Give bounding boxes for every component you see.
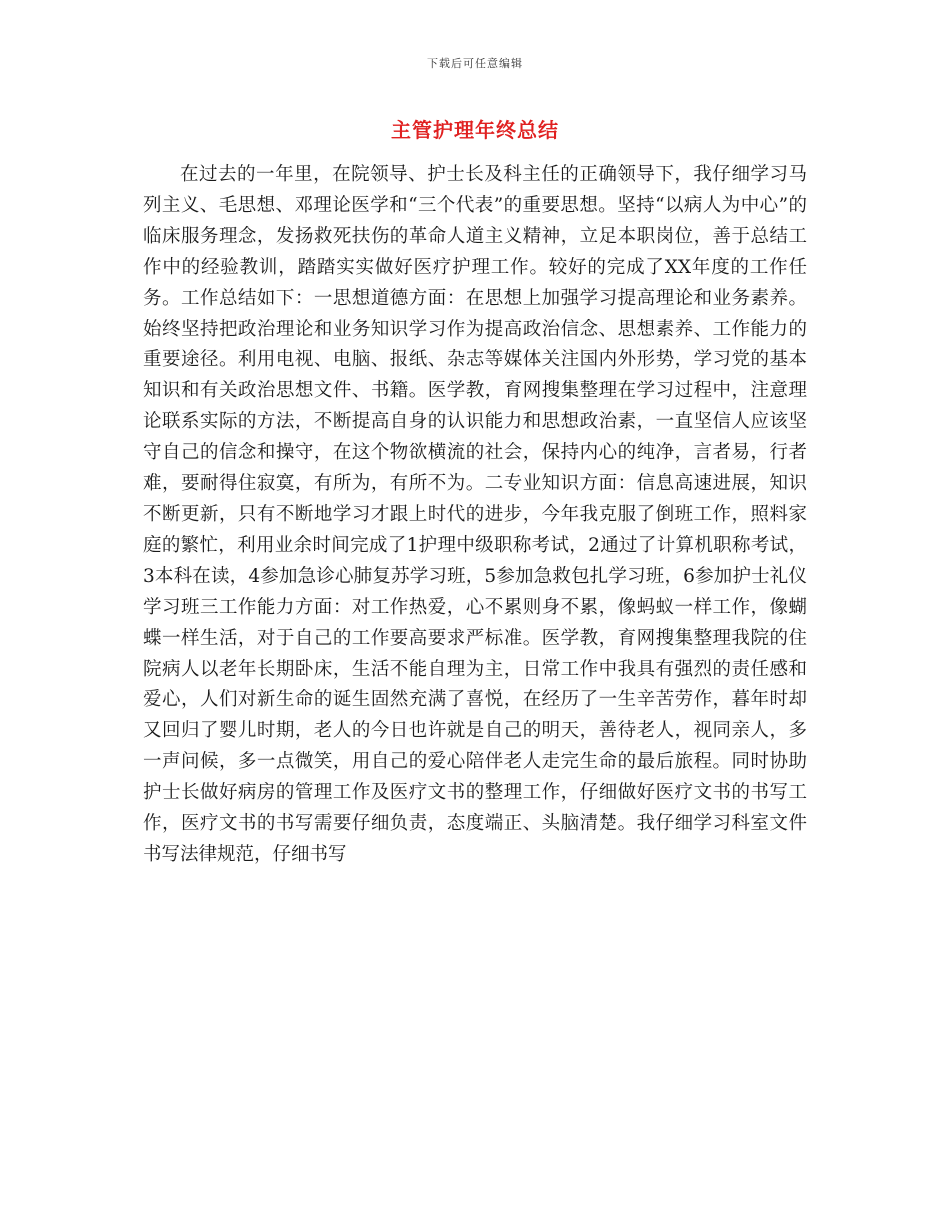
- document-title: 主管护理年终总结: [391, 118, 559, 142]
- header-note: 下载后可任意编辑: [427, 57, 523, 70]
- document-body: 在过去的一年里，在院领导、护士长及科主任的正确领导下，我仔细学习马列主义、毛思想、邓理论医学和“三个代表”的重要思想。坚持“以病人为中心”的临床服务理念，发扬救死扶伤的革命人道主义精神，立足本职岗位，善于总结工作中的经验教训，踏踏实实做好医疗护理工作。较好的完成了XX年度的工作任务。工作总结如下：一思想道德方面：在思想上加强学习提高理论和业务素养。始终坚持把政治理论和业务知识学习作为提高政治信念、思想素养、工作能力的重要途径。利用电视、电脑、报纸、杂志等媒体关注国内外形势，学习党的基本知识和有关政治思想文件、书籍。医学教，育网搜集整理在学习过程中，注意理论联系实际的方法，不断提高自身的认识能力和思想政治素，一直坚信人应该坚守自己的信念和操守，在这个物欲横流的社会，保持内心的纯净，言者易，行者难，要耐得住寂寞，有所为，有所不为。二专业知识方面：信息高速进展，知识不断更新，只有不断地学习才跟上时代的进步，今年我克服了倒班工作，照料家庭的繁忙，利用业余时间完成了1护理中级职称考试，2通过了计算机职称考试，3本科在读，4参加急诊心肺复苏学习班，5参加急救包扎学习班，6参加护士礼仪学习班三工作能力方面：对工作热爱，心不累则身不累，像蚂蚁一样工作，像蝴蝶一样生活，对于自己的工作要高要求严标准。医学教，育网搜集整理我院的住院病人以老年长期卧床，生活不能自理为主，日常工作中我具有强烈的责任感和爱心，人们对新生命的诞生固然充满了喜悦，在经历了一生辛苦劳作，暮年时却又回归了婴儿时期，老人的今日也许就是自己的明天，善待老人，视同亲人，多一声问候，多一点微笑，用自己的爱心陪伴老人走完生命的最后旅程。同时协助护士长做好病房的管理工作及医疗文书的整理工作，仔细做好医疗文书的书写工作，医疗文书的书写需要仔细负责，态度端正、头脑清楚。我仔细学习科室文件书写法律规范，仔细书写: [143, 164, 807, 865]
